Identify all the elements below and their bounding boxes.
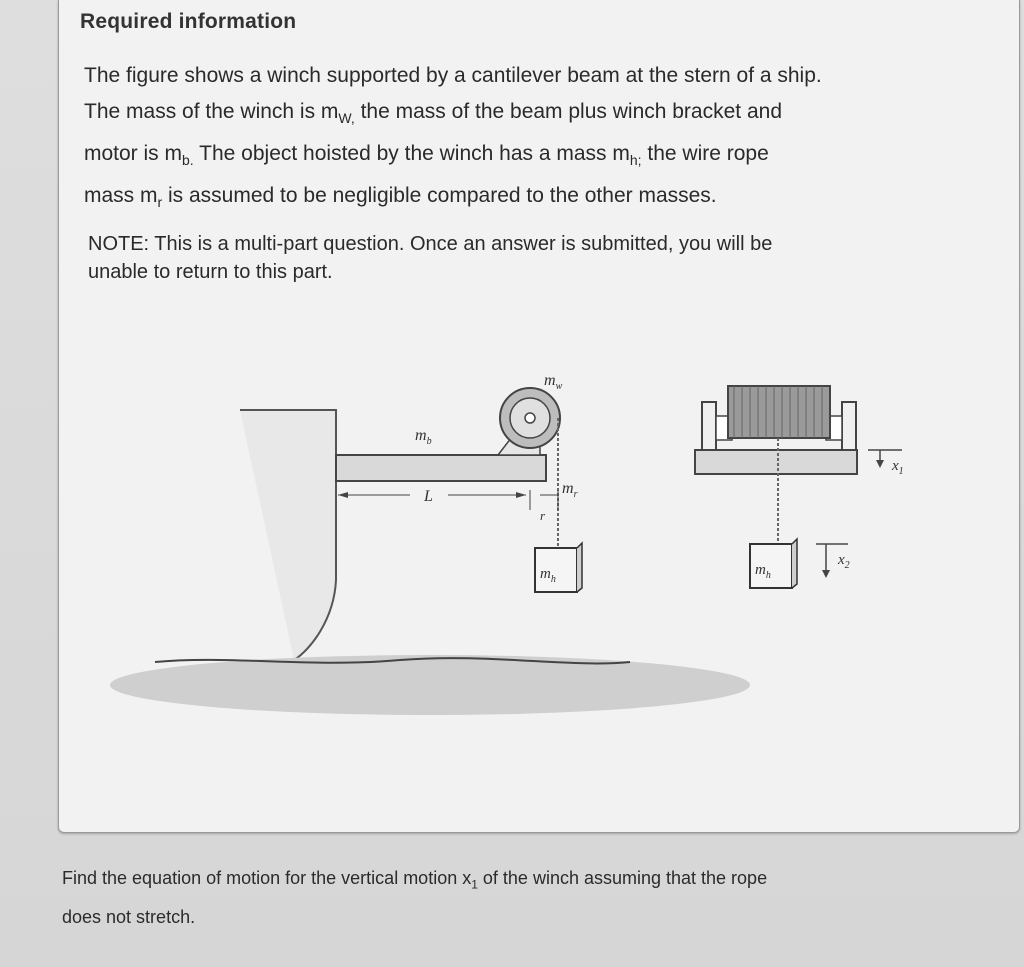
subscript: h; — [629, 152, 642, 169]
label-mw: $m_w$ — [544, 372, 563, 392]
text-span: Find the equation of motion for the vertical motion x — [62, 868, 472, 888]
ship-stern-shape — [240, 410, 336, 660]
arrow-right — [516, 492, 526, 498]
description-line-1: The figure shows a winch supported by a cantilever beam at the stern of a ship. — [84, 64, 822, 87]
winch-figure — [110, 350, 1010, 730]
winch-diagram — [110, 350, 1010, 730]
sea-shadow — [110, 655, 750, 715]
text-span: mass m — [84, 184, 158, 208]
hoisted-mass-side — [577, 543, 582, 592]
model-bracket-right — [842, 402, 856, 450]
text-span: the wire rope — [641, 142, 769, 166]
subscript: 1 — [471, 877, 478, 892]
label-mh-right: $m_h$ — [755, 562, 771, 581]
subscript: b. — [182, 152, 194, 169]
problem-description — [84, 58, 1004, 221]
description-line-4 — [84, 178, 1004, 220]
model-hoisted-side — [792, 539, 797, 588]
text-span: The object hoisted by the winch has a mass m — [193, 142, 630, 166]
text-span: motor is m — [84, 142, 183, 166]
label-mh-left: $m_h$ — [540, 566, 556, 585]
subscript: W, — [338, 110, 355, 127]
note-line-2: unable to return to this part. — [88, 261, 333, 283]
question-line-2: does not stretch. — [62, 906, 196, 927]
model-bracket-left — [702, 402, 716, 450]
description-line-2 — [84, 94, 1004, 136]
note-line-1: NOTE: This is a multi-part question. Once an answer is submitted, you will be — [88, 233, 773, 255]
label-x2: $x_2$ — [838, 552, 850, 571]
label-x1: $x_1$ — [892, 458, 904, 477]
page-title: Required information — [80, 10, 297, 33]
text-span: The mass of the winch is m — [84, 100, 339, 123]
question-line-1 — [62, 862, 1002, 901]
label-r: r — [540, 508, 546, 523]
question-text — [62, 862, 1002, 933]
label-mb: $m_b$ — [415, 427, 432, 447]
text-span: is assumed to be negligible compared to the other masses. — [162, 184, 717, 208]
arrow-left — [338, 492, 348, 498]
model-winch-drum — [728, 386, 830, 438]
model-beam — [695, 450, 857, 474]
text-span: the mass of the beam plus winch bracket and — [354, 100, 782, 123]
description-line-3 — [84, 136, 1004, 178]
subscript: r — [157, 194, 163, 211]
x1-arrowhead — [876, 460, 884, 468]
x2-arrowhead — [822, 570, 830, 578]
label-L: L — [424, 488, 433, 505]
winch-axle — [525, 413, 535, 423]
cantilever-beam — [336, 455, 546, 481]
multipart-note — [88, 230, 988, 286]
label-mr: $m_r$ — [562, 480, 578, 500]
text-span: of the winch assuming that the rope — [477, 868, 768, 888]
